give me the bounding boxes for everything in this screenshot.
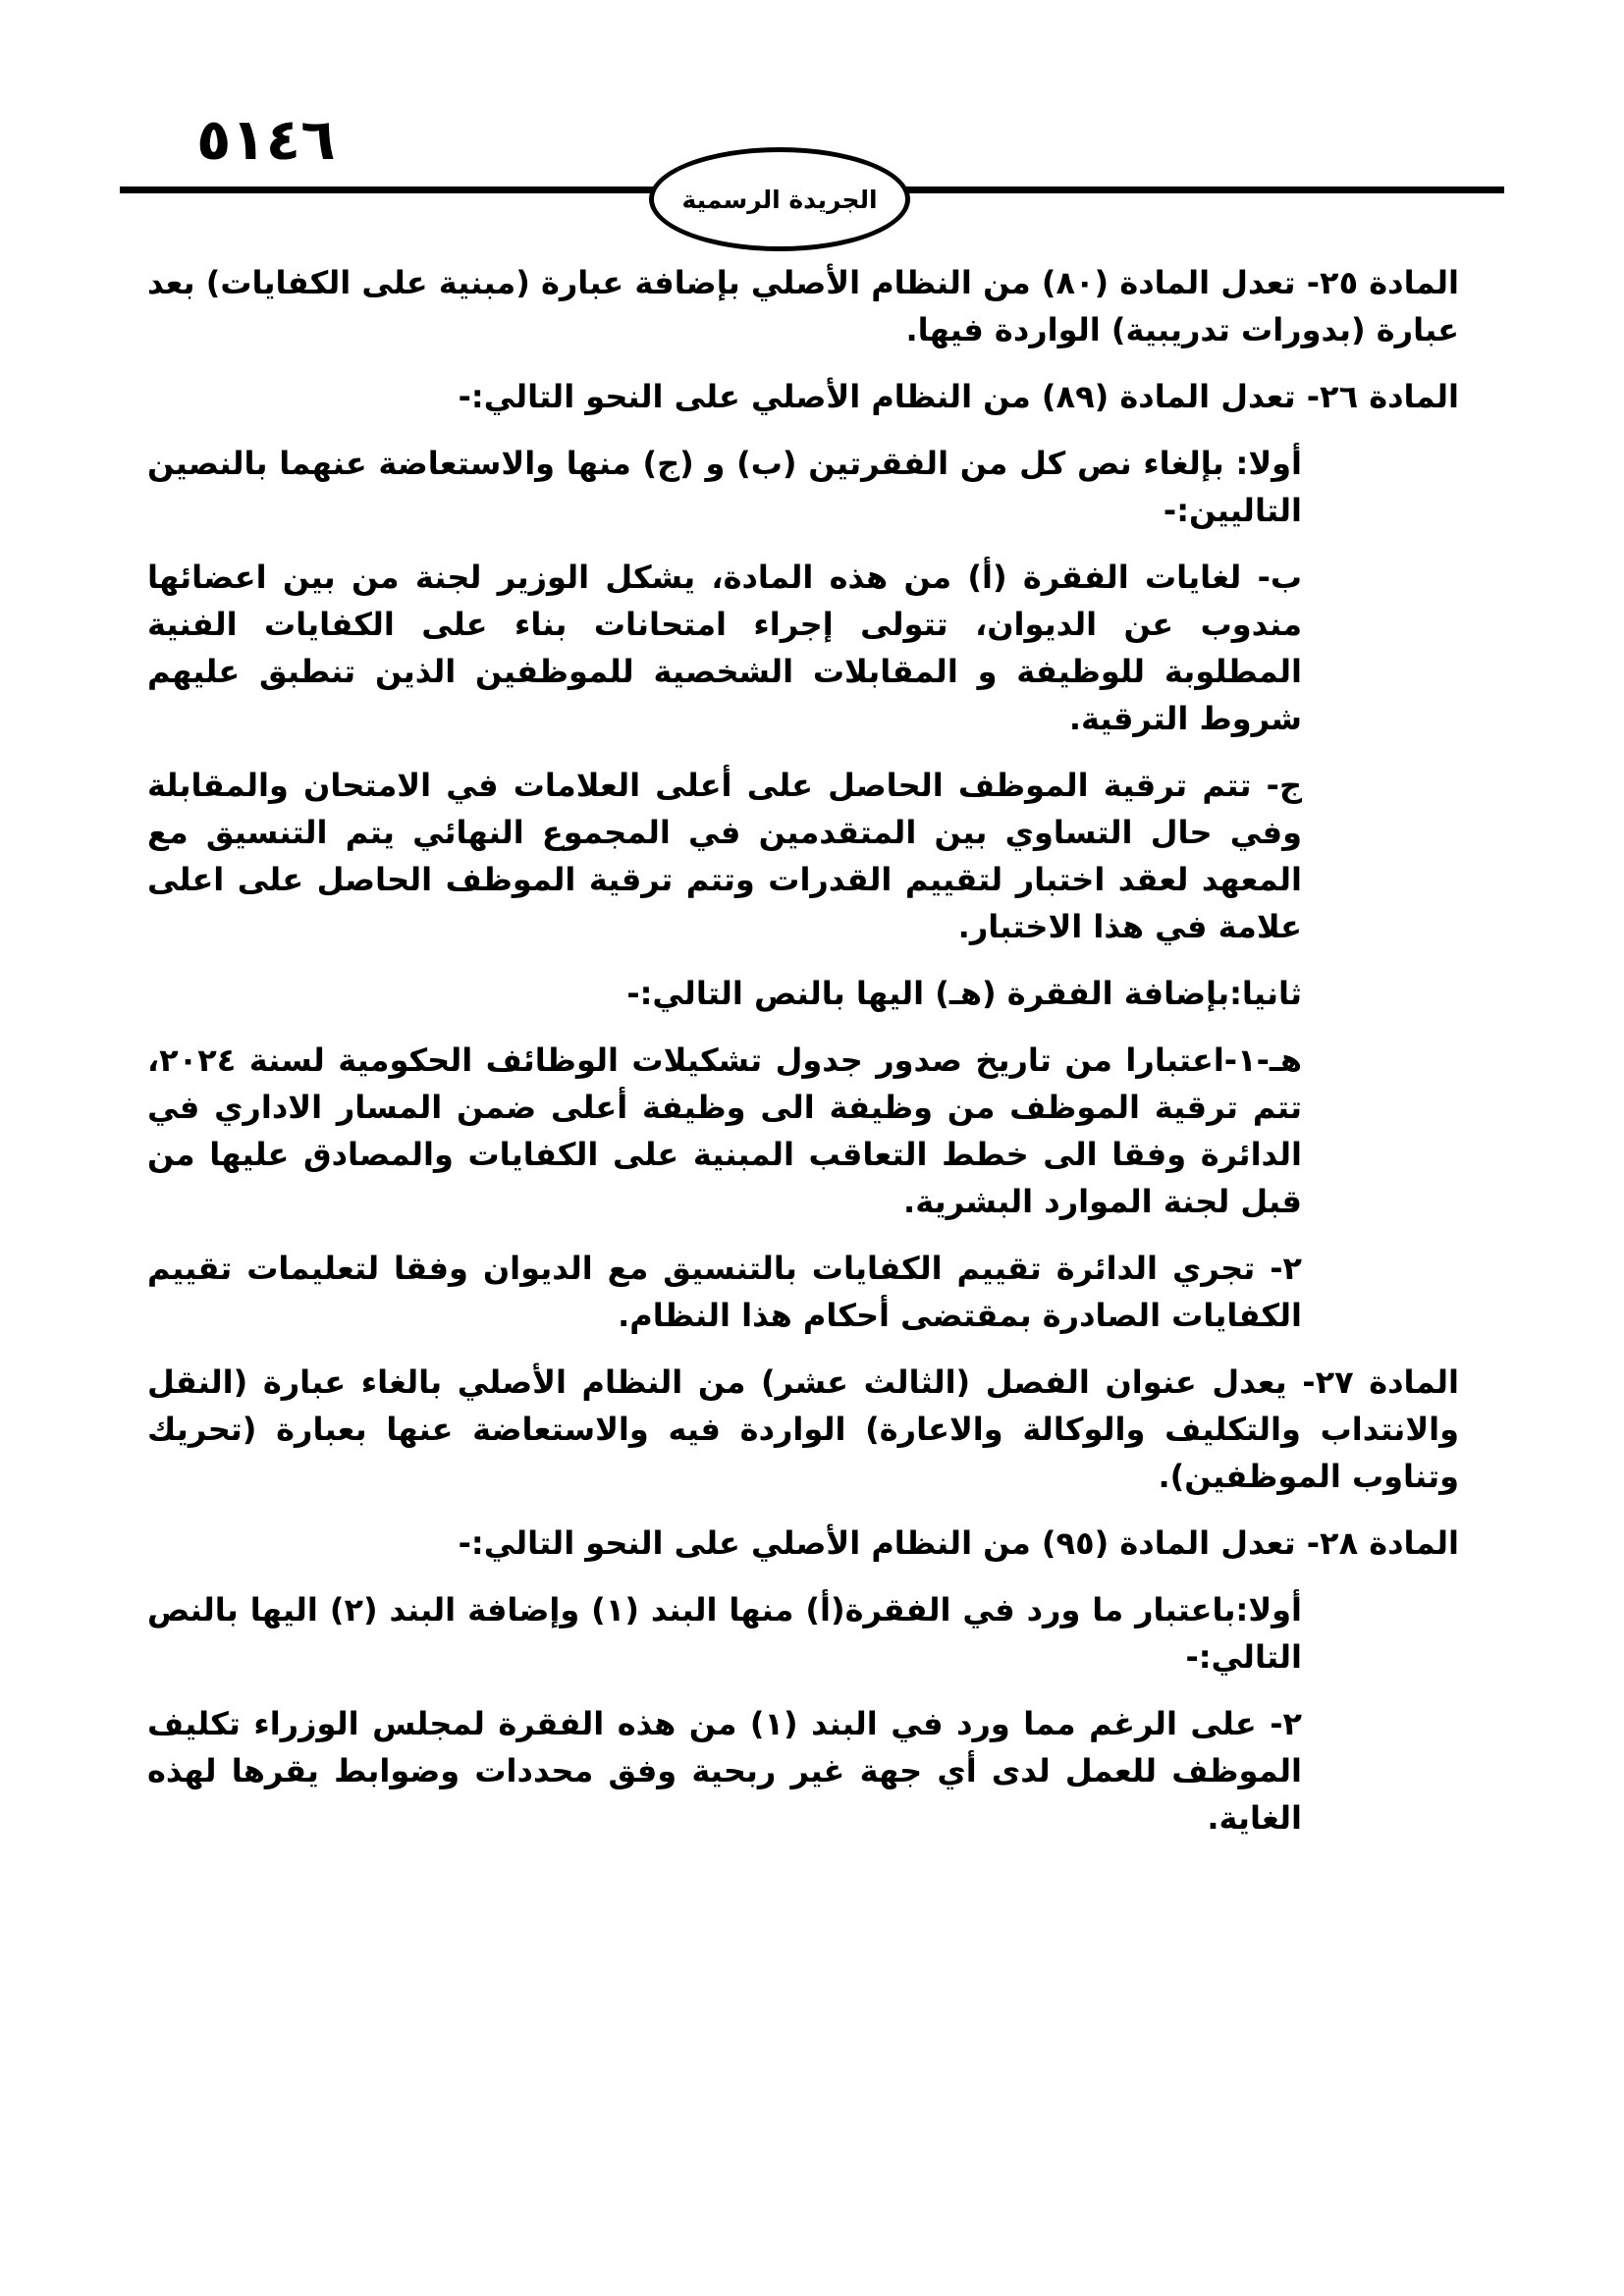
gazette-title-oval	[649, 147, 910, 251]
article-26-first: أولا: بإلغاء نص كل من الفقرتين (ب) و (ج) منها والاستعاضة عنهما بالنصين التاليين:-	[147, 445, 1302, 529]
article-26-clause-b: ب- لغايات الفقرة (أ) من هذه المادة، يشكل الوزير لجنة من بين اعضائها مندوب عن الديوان، تتولى إجراء امتحانات بناء على الكفايات الفنية المطلوبة للوظيفة و المقابلات الشخصية للموظفين الذين تنطبق عليهم شروط الترقية.	[147, 559, 1302, 737]
article-28-first: أولا:باعتبار ما ورد في الفقرة(أ) منها البند (١) وإضافة البند (٢) اليها بالنص التالي:-	[147, 1591, 1303, 1676]
article-26-clause-h1: هـ-١-اعتبارا من تاريخ صدور جدول تشكيلات الوظائف الحكومية لسنة ٢٠٢٤، تتم ترقية الموظف من وظيفة الى وظيفة أعلى ضمن المسار الاداري في الدائرة وفقا الى خطط التعاقب المبنية على الكفايات والمصادق عليها من قبل لجنة الموارد البشرية.	[147, 1041, 1302, 1220]
article-26-clause-h2: ٢- تجري الدائرة تقييم الكفايات بالتنسيق مع الديوان وفقا لتعليمات تقييم الكفايات الصادرة بمقتضى أحكام هذا النظام.	[147, 1250, 1302, 1334]
article-26-clause-c: ج- تتم ترقية الموظف الحاصل على أعلى العلامات في الامتحان والمقابلة وفي حال التساوي بين المتقدمين في المجموع النهائي يتم التنسيق مع المعهد لعقد اختبار لتقييم القدرات وتتم ترقية الموظف الحاصل على اعلى علامة في هذا الاختبار.	[147, 767, 1302, 945]
gazette-title: الجريدة الرسمية	[681, 185, 878, 214]
article-28: المادة ٢٨- تعدل المادة (٩٥) من النظام الأصلي على النحو التالي:-	[458, 1524, 1459, 1562]
article-26-second: ثانيا:بإضافة الفقرة (هـ) اليها بالنص التالي:-	[626, 975, 1302, 1012]
document-body	[147, 259, 1459, 1861]
article-27: المادة ٢٧- يعدل عنوان الفصل (الثالث عشر) من النظام الأصلي بالغاء عبارة (النقل والانتداب والتكليف والوكالة والاعارة) الواردة فيه والاستعاضة عنها بعبارة (تحريك وتناوب الموظفين).	[147, 1363, 1460, 1495]
article-25: المادة ٢٥- تعدل المادة (٨٠) من النظام الأصلي بإضافة عبارة (مبنية على الكفايات) بعد عبارة (بدورات تدريبية) الواردة فيها.	[147, 264, 1460, 348]
article-26: المادة ٢٦- تعدل المادة (٨٩) من النظام الأصلي على النحو التالي:-	[458, 378, 1459, 415]
page-number: ٥١٤٦	[196, 106, 336, 173]
article-28-item-2: ٢- على الرغم مما ورد في البند (١) من هذه الفقرة لمجلس الوزراء تكليف الموظف للعمل لدى أي جهة غير ربحية وفق محددات وضوابط يقرها لهذه الغاية.	[147, 1705, 1303, 1837]
